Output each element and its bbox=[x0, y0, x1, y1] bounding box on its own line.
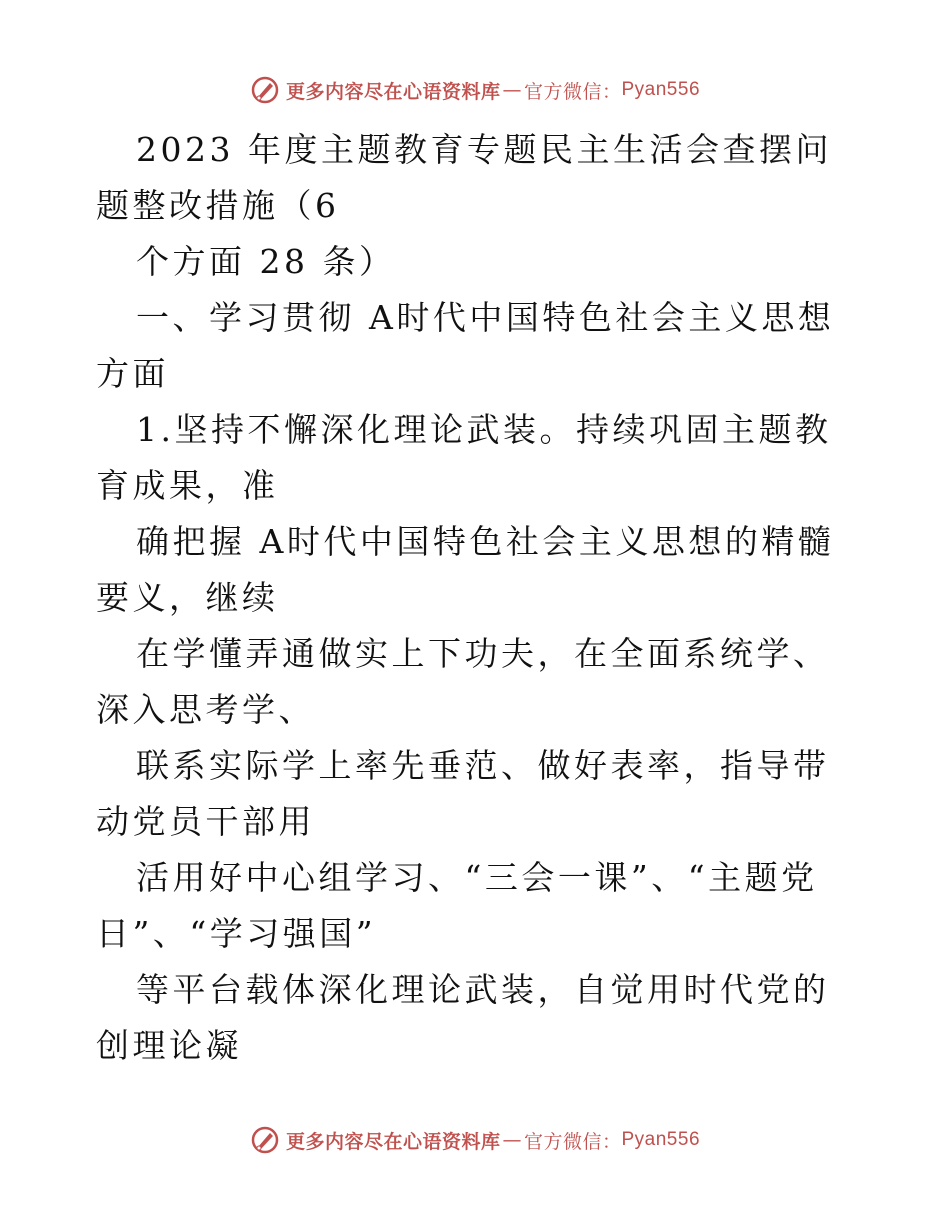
watermark-dash: — bbox=[502, 79, 522, 101]
paragraph-title-line1: 2023 年度主题教育专题民主生活会查摆问题整改措施（6 bbox=[96, 130, 832, 225]
paragraph-item-1-cont-3: 联系实际学上率先垂范、做好表率，指导带动党员干部用 bbox=[96, 746, 830, 841]
watermark-footer bbox=[0, 1120, 950, 1160]
watermark-wechat-label: 官方微信： bbox=[523, 1130, 622, 1153]
watermark-wechat-id: Pyan556 bbox=[621, 79, 701, 100]
watermark-dash: — bbox=[502, 1129, 522, 1151]
pen-circle-logo-icon bbox=[250, 75, 280, 105]
paragraph-item-1-cont-2: 在学懂弄通做实上下功夫，在全面系统学、深入思考学、 bbox=[96, 634, 830, 729]
paragraph-item-1: 1.坚持不懈深化理论武装。持续巩固主题教育成果，准 bbox=[96, 410, 832, 505]
pen-circle-logo-icon bbox=[250, 1125, 280, 1155]
paragraph-item-1-cont-4: 活用好中心组学习、“三会一课”、“主题党日”、“学习强国” bbox=[96, 858, 818, 953]
paragraph-title-line2: 个方面 28 条） bbox=[136, 242, 396, 281]
watermark-site-name: 更多内容尽在心语资料库 bbox=[285, 80, 501, 103]
paragraph-section-heading: 一、学习贯彻 A时代中国特色社会主义思想方面 bbox=[96, 298, 835, 393]
paragraph-item-1-cont-1: 确把握 A时代中国特色社会主义思想的精髓要义，继续 bbox=[96, 522, 835, 617]
watermark-site-name: 更多内容尽在心语资料库 bbox=[285, 1130, 501, 1153]
paragraph-item-1-cont-5: 等平台载体深化理论武装，自觉用时代党的创理论凝 bbox=[96, 970, 830, 1065]
watermark-header bbox=[0, 70, 950, 110]
watermark-wechat-id: Pyan556 bbox=[621, 1129, 701, 1150]
watermark-wechat-label: 官方微信： bbox=[523, 80, 622, 103]
document-body bbox=[96, 122, 856, 1074]
